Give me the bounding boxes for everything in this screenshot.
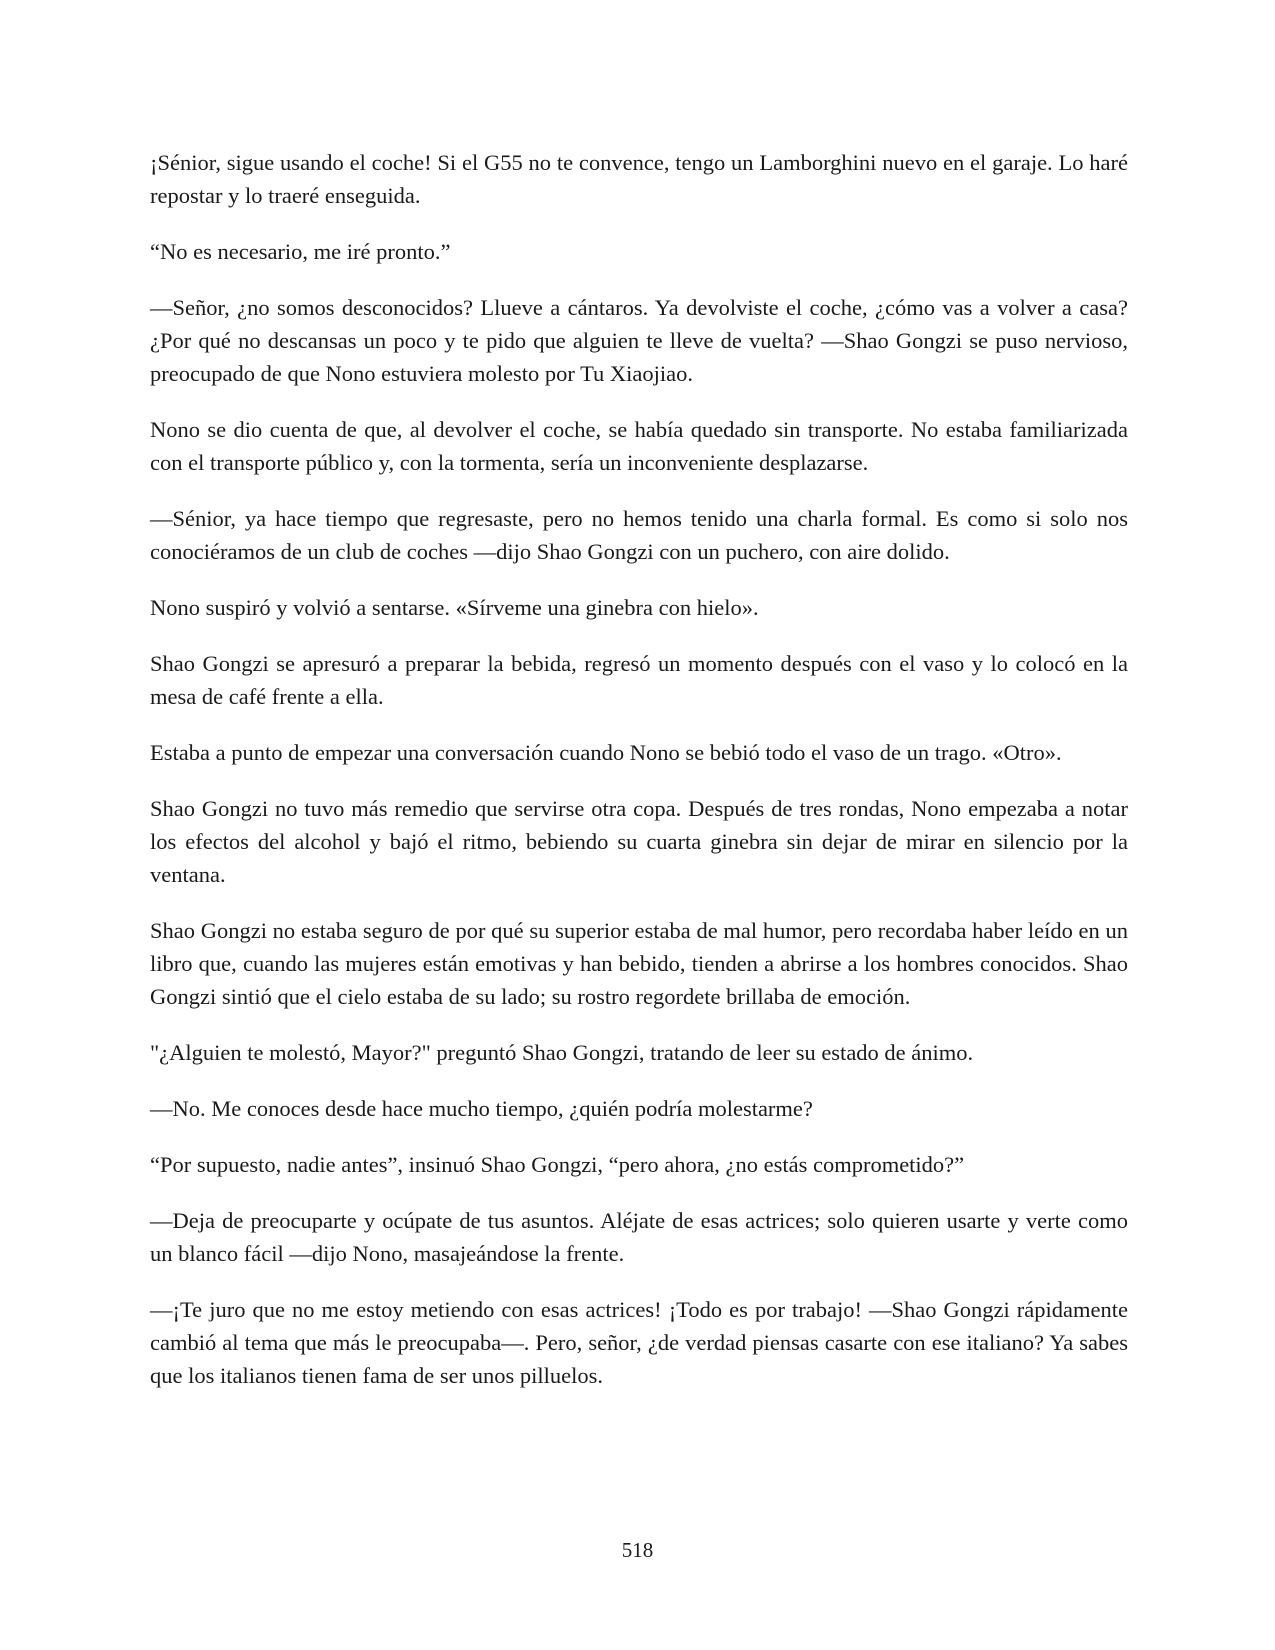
paragraph: —No. Me conoces desde hace mucho tiempo, ¿quién podría molestarme? [150, 1096, 813, 1121]
paragraph: “Por supuesto, nadie antes”, insinuó Shao Gongzi, “pero ahora, ¿no estás comprometido?” [150, 1152, 965, 1177]
paragraph: ¡Sénior, sigue usando el coche! Si el G55 no te convence, tengo un Lamborghini nuevo en el garaje. Lo haré repostar y lo traeré enseguida. [150, 150, 1128, 208]
paragraph: Shao Gongzi no tuvo más remedio que servirse otra copa. Después de tres rondas, Nono empezaba a notar los efectos del alcohol y bajó el ritmo, bebiendo su cuarta ginebra sin dejar de mirar en silencio por la ventana. [150, 796, 1128, 887]
paragraph: —Deja de preocuparte y ocúpate de tus asuntos. Aléjate de esas actrices; solo quieren usarte y verte como un blanco fácil —dijo Nono, masajeándose la frente. [150, 1208, 1128, 1266]
paragraph: Nono suspiró y volvió a sentarse. «Sírveme una ginebra con hielo». [150, 595, 759, 620]
paragraph: "¿Alguien te molestó, Mayor?" preguntó Shao Gongzi, tratando de leer su estado de ánimo. [150, 1040, 974, 1065]
paragraph: Shao Gongzi no estaba seguro de por qué su superior estaba de mal humor, pero recordaba haber leído en un libro que, cuando las mujeres están emotivas y han bebido, tienden a abrirse a los hombres conocidos. Shao Gongzi sintió que el cielo estaba de su lado; su rostro regordete brillaba de emoción. [150, 918, 1128, 1009]
page-number: 518 [621, 1538, 654, 1562]
paragraph: “No es necesario, me iré pronto.” [150, 239, 451, 264]
paragraph: —Sénior, ya hace tiempo que regresaste, pero no hemos tenido una charla formal. Es como si solo nos conociéramos de un club de coches —dijo Shao Gongzi con un puchero, con aire dolido. [150, 506, 1128, 564]
paragraph: —Señor, ¿no somos desconocidos? Llueve a cántaros. Ya devolviste el coche, ¿cómo vas a volver a casa? ¿Por qué no descansas un poco y te pido que alguien te lleve de vuelta? —Shao Gongzi se puso nervioso, preocupado de que Nono estuviera molesto por Tu Xiaojiao. [150, 295, 1128, 386]
paragraph: Estaba a punto de empezar una conversación cuando Nono se bebió todo el vaso de un trago. «Otro». [150, 740, 1062, 765]
paragraph: —¡Te juro que no me estoy metiendo con esas actrices! ¡Todo es por trabajo! —Shao Gongzi rápidamente cambió al tema que más le preocupaba—. Pero, señor, ¿de verdad piensas casarte con ese italiano? Ya sabes que los italianos tienen fama de ser unos pilluelos. [150, 1297, 1128, 1388]
paragraph: Shao Gongzi se apresuró a preparar la bebida, regresó un momento después con el vaso y lo colocó en la mesa de café frente a ella. [150, 651, 1128, 709]
paragraph: Nono se dio cuenta de que, al devolver el coche, se había quedado sin transporte. No estaba familiarizada con el transporte público y, con la tormenta, sería un inconveniente desplazarse. [150, 417, 1128, 475]
page-body [150, 146, 1128, 1415]
